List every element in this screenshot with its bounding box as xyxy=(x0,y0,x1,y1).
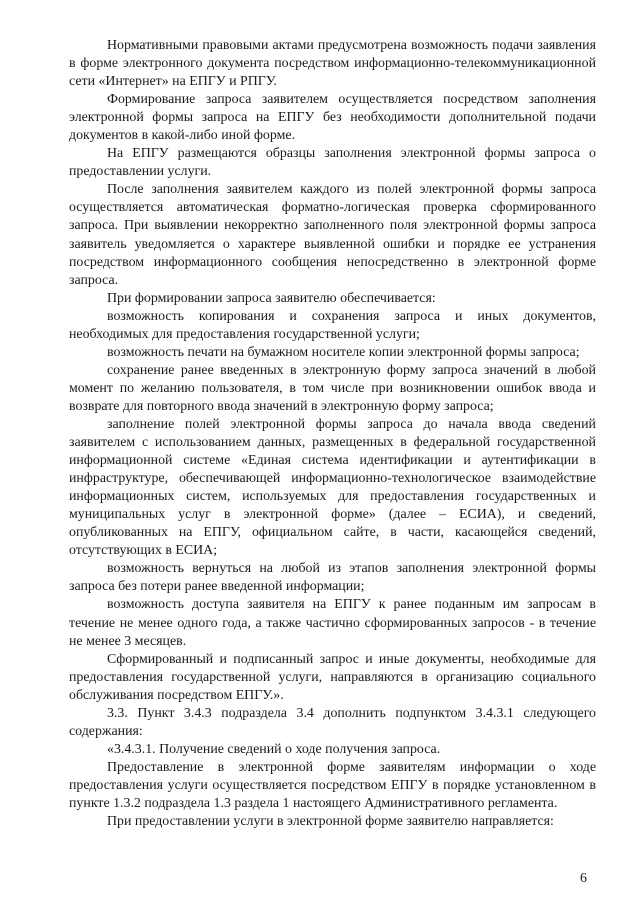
paragraph: заполнение полей электронной формы запроса до начала ввода сведений заявителем с использованием данных, размещенных в федеральной государственной информационной системе «Единая система идентификации и аутентификации в инфраструктуре, обеспечивающей информационно-технологическое взаимодействие информационных систем, используемых для предоставления государственных и муниципальных услуг в электронной форме» (далее – ЕСИА), и сведений, опубликованных на ЕПГУ, официальном сайте, в части, касающейся сведений, отсутствующих в ЕСИА; xyxy=(69,416,596,559)
paragraph: возможность вернуться на любой из этапов заполнения электронной формы запроса без потери ранее введенной информации; xyxy=(69,561,596,595)
paragraph: сохранение ранее введенных в электронную форму запроса значений в любой момент по желанию пользователя, в том числе при возникновении ошибок ввода и возврате для повторного ввода значений в электронную форму запроса; xyxy=(69,362,596,414)
page-number: 6 xyxy=(580,871,587,886)
paragraph: Предоставление в электронной форме заявителям информации о ходе предоставления услуги осуществляется посредством ЕПГУ в порядке установленном в пункте 1.3.2 подраздела 1.3 раздела 1 настоящего Административного регламента. xyxy=(69,759,596,811)
paragraph: Формирование запроса заявителем осуществляется посредством заполнения электронной формы запроса на ЕПГУ без необходимости дополнительной подачи документов в какой-либо иной форме. xyxy=(69,92,596,144)
paragraph: После заполнения заявителем каждого из полей электронной формы запроса осуществляется автоматическая форматно-логическая проверка сформированного запроса. При выявлении некорректно заполненного поля электронной формы запроса заявитель уведомляется о характере выявленной ошибки и порядке ее устранения посредством информационного сообщения непосредственно в электронной форме запроса. xyxy=(69,182,596,288)
paragraph: При формировании запроса заявителю обеспечивается: xyxy=(107,290,436,306)
paragraph: возможность печати на бумажном носителе копии электронной формы запроса; xyxy=(107,344,580,360)
paragraph: возможность копирования и сохранения запроса и иных документов, необходимых для предоставления государственной услуги; xyxy=(69,308,596,342)
paragraph: Нормативными правовыми актами предусмотрена возможность подачи заявления в форме электронного документа посредством информационно-телекоммуникационной сети «Интернет» на ЕПГУ и РПГУ. xyxy=(69,38,596,90)
paragraph: Сформированный и подписанный запрос и иные документы, необходимые для предоставления государственной услуги, направляются в организацию социального обслуживания посредством ЕПГУ.». xyxy=(69,651,596,703)
document-body xyxy=(69,37,596,831)
paragraph: При предоставлении услуги в электронной форме заявителю направляется: xyxy=(107,814,554,830)
paragraph: 3.3. Пункт 3.4.3 подраздела 3.4 дополнить подпунктом 3.4.3.1 следующего содержания: xyxy=(69,705,596,739)
paragraph: На ЕПГУ размещаются образцы заполнения электронной формы запроса о предоставлении услуги. xyxy=(69,146,596,180)
paragraph: возможность доступа заявителя на ЕПГУ к ранее поданным им запросам в течение не менее одного года, а также частично сформированных запросов - в течение не менее 3 месяцев. xyxy=(69,597,596,649)
paragraph: «3.4.3.1. Получение сведений о ходе получения запроса. xyxy=(107,741,441,757)
